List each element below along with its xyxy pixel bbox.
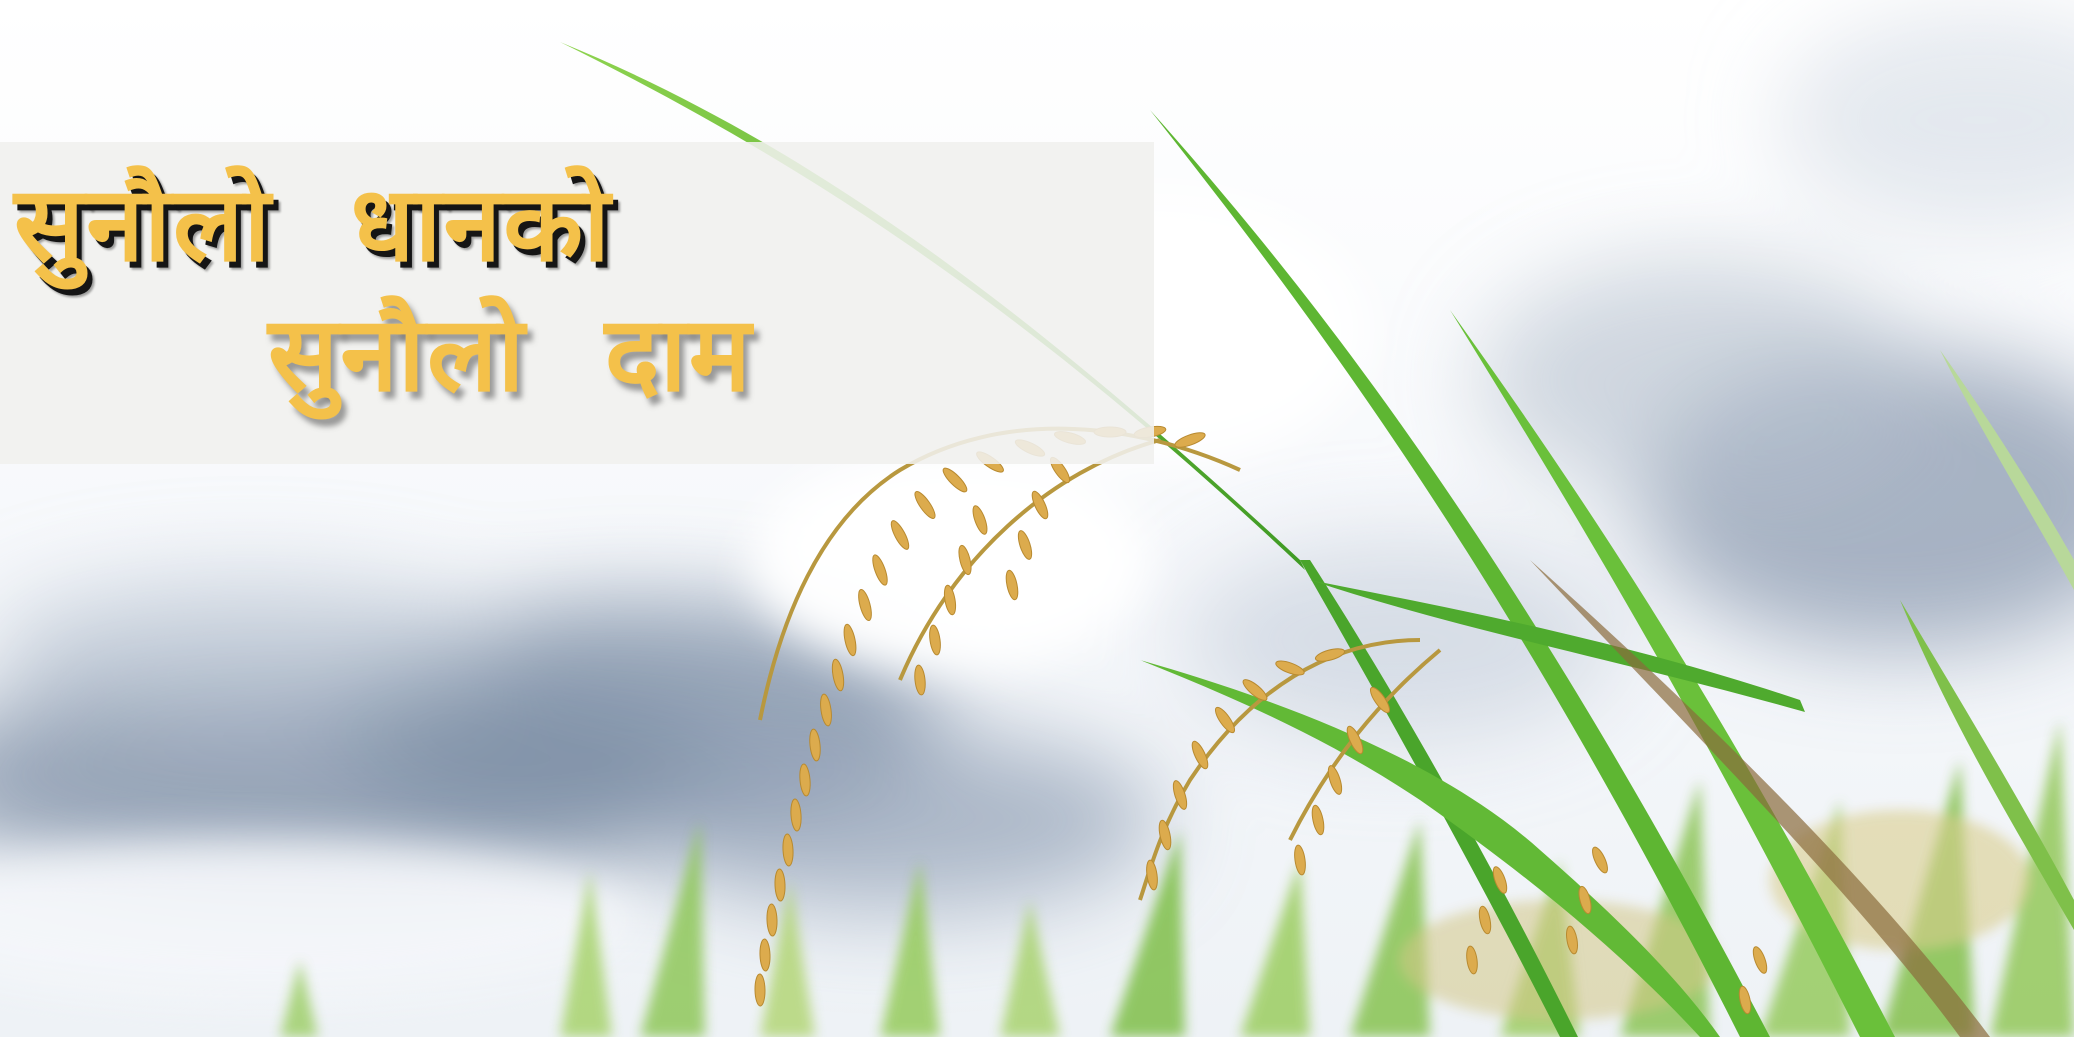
headline-line-1: सुनौलो धानको: [14, 163, 613, 285]
headline-line-2: सुनौलो दाम: [268, 293, 753, 415]
